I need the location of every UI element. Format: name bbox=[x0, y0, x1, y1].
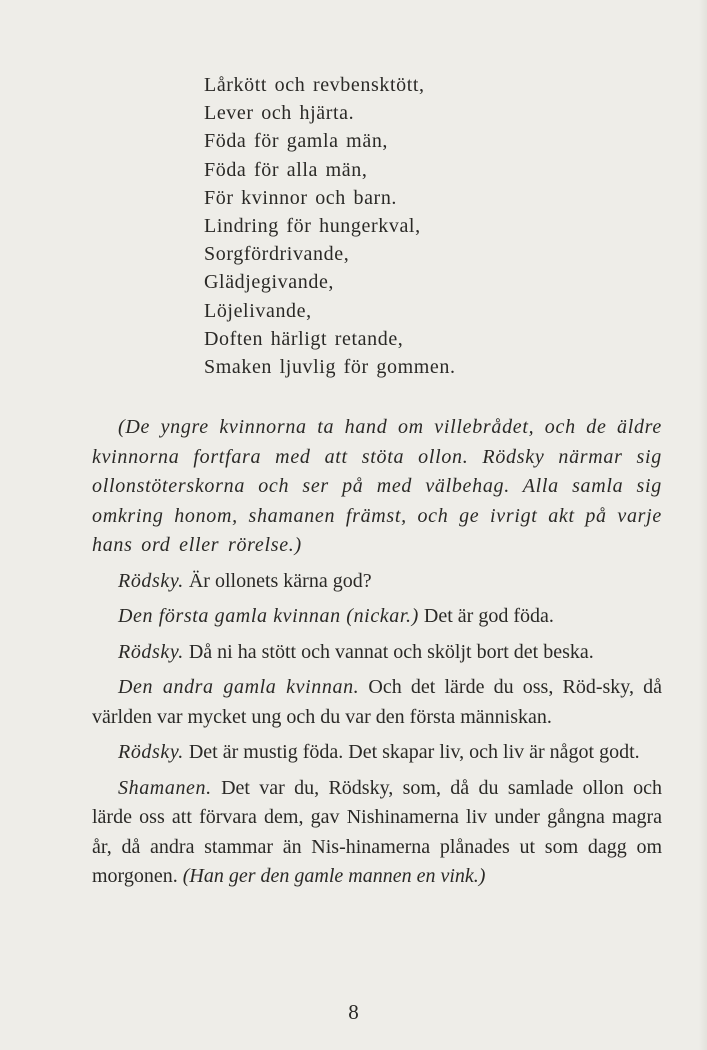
speaker-name: Rödsky. bbox=[118, 741, 184, 763]
poem-line: Lårkött och revbensktött, bbox=[204, 74, 425, 96]
speaker-name: Rödsky. bbox=[118, 569, 184, 592]
dialogue-text: Är ollonets kärna god? bbox=[183, 569, 372, 592]
poem-line: Smaken ljuvlig för gommen. bbox=[204, 355, 456, 378]
poem-stanza bbox=[204, 71, 624, 381]
poem-line: För kvinnor och barn. bbox=[204, 186, 398, 209]
dialogue-paragraph bbox=[92, 774, 662, 892]
dialogue-paragraph bbox=[92, 567, 662, 597]
dialogue-text: Det är mustig föda. Det skapar liv, och liv är något godt. bbox=[183, 741, 640, 763]
poem-line: Doften härligt retande, bbox=[204, 327, 404, 350]
prose-body bbox=[92, 413, 662, 898]
poem-line: Sorgfördrivande, bbox=[204, 243, 350, 266]
poem-line: Glädjegivande, bbox=[204, 271, 335, 294]
poem-line: Föda för alla män, bbox=[204, 158, 368, 181]
poem-line: Lever och hjärta. bbox=[204, 102, 355, 125]
speaker-name: Shamanen. bbox=[118, 776, 212, 799]
dialogue-paragraph bbox=[92, 738, 662, 768]
page-edge-shadow bbox=[699, 0, 707, 1050]
stage-direction: (De yngre kvinnorna ta hand om villebrådet, och de äldre kvinnorna fortfara med att stöta ollon. Rödsky närmar sig ollonstöterskorna och ser på med välbehag. Alla samla sig omkring honom, shamanen främst, och ge ivrigt akt på varje hans ord eller rörelse.) bbox=[92, 416, 662, 556]
dialogue-text: Då ni ha stött och vannat och sköljt bort det beska. bbox=[183, 640, 594, 663]
dialogue-paragraph bbox=[92, 602, 662, 632]
poem-line: Föda för gamla män, bbox=[204, 130, 389, 153]
poem-line: Löjelivande, bbox=[204, 299, 312, 322]
speaker-name: Rödsky. bbox=[118, 640, 184, 663]
stage-direction-inline: (Han ger den gamle mannen en vink.) bbox=[182, 865, 486, 887]
dialogue-text: Det var du, Rödsky, som, då du samlade ollon och lärde oss att förvara dem, gav Nishinamerna liv under gångna magra år, då andra stammar än Nis-hinamerna plånades ut som dagg om morgonen. bbox=[92, 776, 662, 887]
speaker-name: Den andra gamla kvinnan. bbox=[118, 676, 360, 698]
dialogue-paragraph bbox=[92, 638, 662, 668]
speaker-name: Den första gamla kvinnan (nickar.) bbox=[118, 605, 419, 627]
dialogue-text: Och det lärde du oss, Röd-sky, då världen var mycket ung och du var den första människan. bbox=[92, 676, 662, 728]
poem-line: Lindring för hungerkval, bbox=[204, 214, 421, 237]
dialogue-paragraph bbox=[92, 673, 662, 732]
page-number: 8 bbox=[348, 1000, 359, 1024]
dialogue-text: Det är god föda. bbox=[418, 605, 554, 627]
